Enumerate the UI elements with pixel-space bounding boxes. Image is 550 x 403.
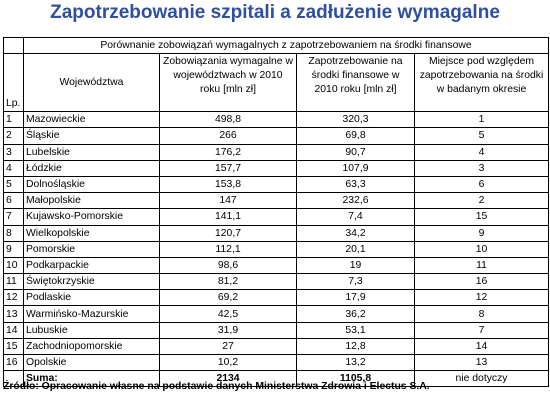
row-lp: 15 [4, 338, 24, 354]
row-zobowiazania: 157,7 [160, 160, 297, 176]
row-wojewodztwo: Wielkopolskie [24, 225, 160, 241]
row-zapotrzebowanie: 34,2 [297, 225, 415, 241]
row-miejsce: 3 [415, 160, 549, 176]
row-wojewodztwo: Lubuskie [24, 322, 160, 338]
row-miejsce: 5 [415, 128, 549, 144]
table-row [4, 160, 549, 176]
table-row [4, 144, 549, 160]
row-miejsce: 11 [415, 257, 549, 273]
table-row [4, 290, 549, 306]
table-row [4, 355, 549, 371]
header-wojewodztwa: Województwa [24, 54, 160, 112]
row-zapotrzebowanie: 107,9 [297, 160, 415, 176]
row-wojewodztwo: Dolnośląskie [24, 176, 160, 192]
table-row [4, 338, 549, 354]
sum-zapotrzebowanie: 1105,8 [297, 371, 415, 387]
row-lp: 9 [4, 241, 24, 257]
row-wojewodztwo: Łódzkie [24, 160, 160, 176]
row-wojewodztwo: Mazowieckie [24, 112, 160, 128]
table-row [4, 274, 549, 290]
row-wojewodztwo: Opolskie [24, 355, 160, 371]
row-lp: 2 [4, 128, 24, 144]
row-wojewodztwo: Świętokrzyskie [24, 274, 160, 290]
sum-miejsce: nie dotyczy [415, 371, 549, 387]
row-zapotrzebowanie: 36,2 [297, 306, 415, 322]
row-lp: 5 [4, 176, 24, 192]
row-zobowiazania: 266 [160, 128, 297, 144]
row-lp: 16 [4, 355, 24, 371]
table-row [4, 193, 549, 209]
row-zapotrzebowanie: 63,3 [297, 176, 415, 192]
row-zobowiazania: 153,8 [160, 176, 297, 192]
row-zapotrzebowanie: 7,4 [297, 209, 415, 225]
row-lp: 4 [4, 160, 24, 176]
row-miejsce: 7 [415, 322, 549, 338]
table-row [4, 306, 549, 322]
row-miejsce: 13 [415, 355, 549, 371]
header-lp: Lp. [4, 54, 24, 112]
row-miejsce: 12 [415, 290, 549, 306]
row-zobowiazania: 141,1 [160, 209, 297, 225]
row-zobowiazania: 10,2 [160, 355, 297, 371]
table-caption: Porównanie zobowiązań wymagalnych z zapotrzebowaniem na środki finansowe [24, 38, 549, 54]
row-lp: 8 [4, 225, 24, 241]
row-zapotrzebowanie: 320,3 [297, 112, 415, 128]
row-zapotrzebowanie: 17,9 [297, 290, 415, 306]
row-miejsce: 9 [415, 225, 549, 241]
row-zapotrzebowanie: 69,8 [297, 128, 415, 144]
row-miejsce: 15 [415, 209, 549, 225]
row-wojewodztwo: Śląskie [24, 128, 160, 144]
row-zobowiazania: 27 [160, 338, 297, 354]
table-row [4, 322, 549, 338]
table-row [4, 209, 549, 225]
row-zobowiazania: 69,2 [160, 290, 297, 306]
source-note: Źródło: Opracowanie własne na podstawie danych Ministerstwa Zdrowia i Electus S.A. [3, 381, 430, 392]
row-wojewodztwo: Zachodniopomorskie [24, 338, 160, 354]
row-miejsce: 6 [415, 176, 549, 192]
row-miejsce: 1 [415, 112, 549, 128]
row-zapotrzebowanie: 7,3 [297, 274, 415, 290]
sum-zobowiazania: 2134 [160, 371, 297, 387]
row-zapotrzebowanie: 232,6 [297, 193, 415, 209]
row-lp: 6 [4, 193, 24, 209]
row-wojewodztwo: Podkarpackie [24, 257, 160, 273]
row-zapotrzebowanie: 90,7 [297, 144, 415, 160]
row-miejsce: 8 [415, 306, 549, 322]
row-wojewodztwo: Małopolskie [24, 193, 160, 209]
page-title: Zapotrzebowanie szpitali a zadłużenie wymagalne [50, 2, 500, 23]
comparison-table [3, 37, 549, 387]
row-zobowiazania: 42,5 [160, 306, 297, 322]
row-miejsce: 2 [415, 193, 549, 209]
row-zobowiazania: 176,2 [160, 144, 297, 160]
row-miejsce: 10 [415, 241, 549, 257]
row-zobowiazania: 98,6 [160, 257, 297, 273]
row-lp: 10 [4, 257, 24, 273]
row-lp: 11 [4, 274, 24, 290]
row-zapotrzebowanie: 12,8 [297, 338, 415, 354]
row-zobowiazania: 120,7 [160, 225, 297, 241]
row-lp: 12 [4, 290, 24, 306]
row-zobowiazania: 112,1 [160, 241, 297, 257]
row-zobowiazania: 498,8 [160, 112, 297, 128]
table-row [4, 241, 549, 257]
row-zobowiazania: 147 [160, 193, 297, 209]
row-wojewodztwo: Pomorskie [24, 241, 160, 257]
table-row [4, 176, 549, 192]
row-miejsce: 14 [415, 338, 549, 354]
sum-label: Suma: [24, 371, 160, 387]
row-lp: 1 [4, 112, 24, 128]
row-zapotrzebowanie: 19 [297, 257, 415, 273]
header-zapotrzebowanie: Zapotrzebowanie na środki finansowe w 2010 roku [mln zł] [297, 54, 415, 112]
row-lp: 3 [4, 144, 24, 160]
row-wojewodztwo: Warmińsko-Mazurskie [24, 306, 160, 322]
row-zapotrzebowanie: 13,2 [297, 355, 415, 371]
header-zobowiazania: Zobowiązania wymagalne w województwach w 2010 roku [mln zł] [160, 54, 297, 112]
header-miejsce: Miejsce pod względem zapotrzebowania na środki w badanym okresie [415, 54, 549, 112]
row-lp: 13 [4, 306, 24, 322]
row-miejsce: 16 [415, 274, 549, 290]
row-lp: 14 [4, 322, 24, 338]
row-lp: 7 [4, 209, 24, 225]
table-row [4, 112, 549, 128]
row-zobowiazania: 81,2 [160, 274, 297, 290]
table-row [4, 128, 549, 144]
row-zapotrzebowanie: 53,1 [297, 322, 415, 338]
row-wojewodztwo: Lubelskie [24, 144, 160, 160]
row-wojewodztwo: Podlaskie [24, 290, 160, 306]
row-zapotrzebowanie: 20,1 [297, 241, 415, 257]
row-wojewodztwo: Kujawsko-Pomorskie [24, 209, 160, 225]
table-row [4, 257, 549, 273]
table-row [4, 225, 549, 241]
row-miejsce: 4 [415, 144, 549, 160]
row-zobowiazania: 31,9 [160, 322, 297, 338]
